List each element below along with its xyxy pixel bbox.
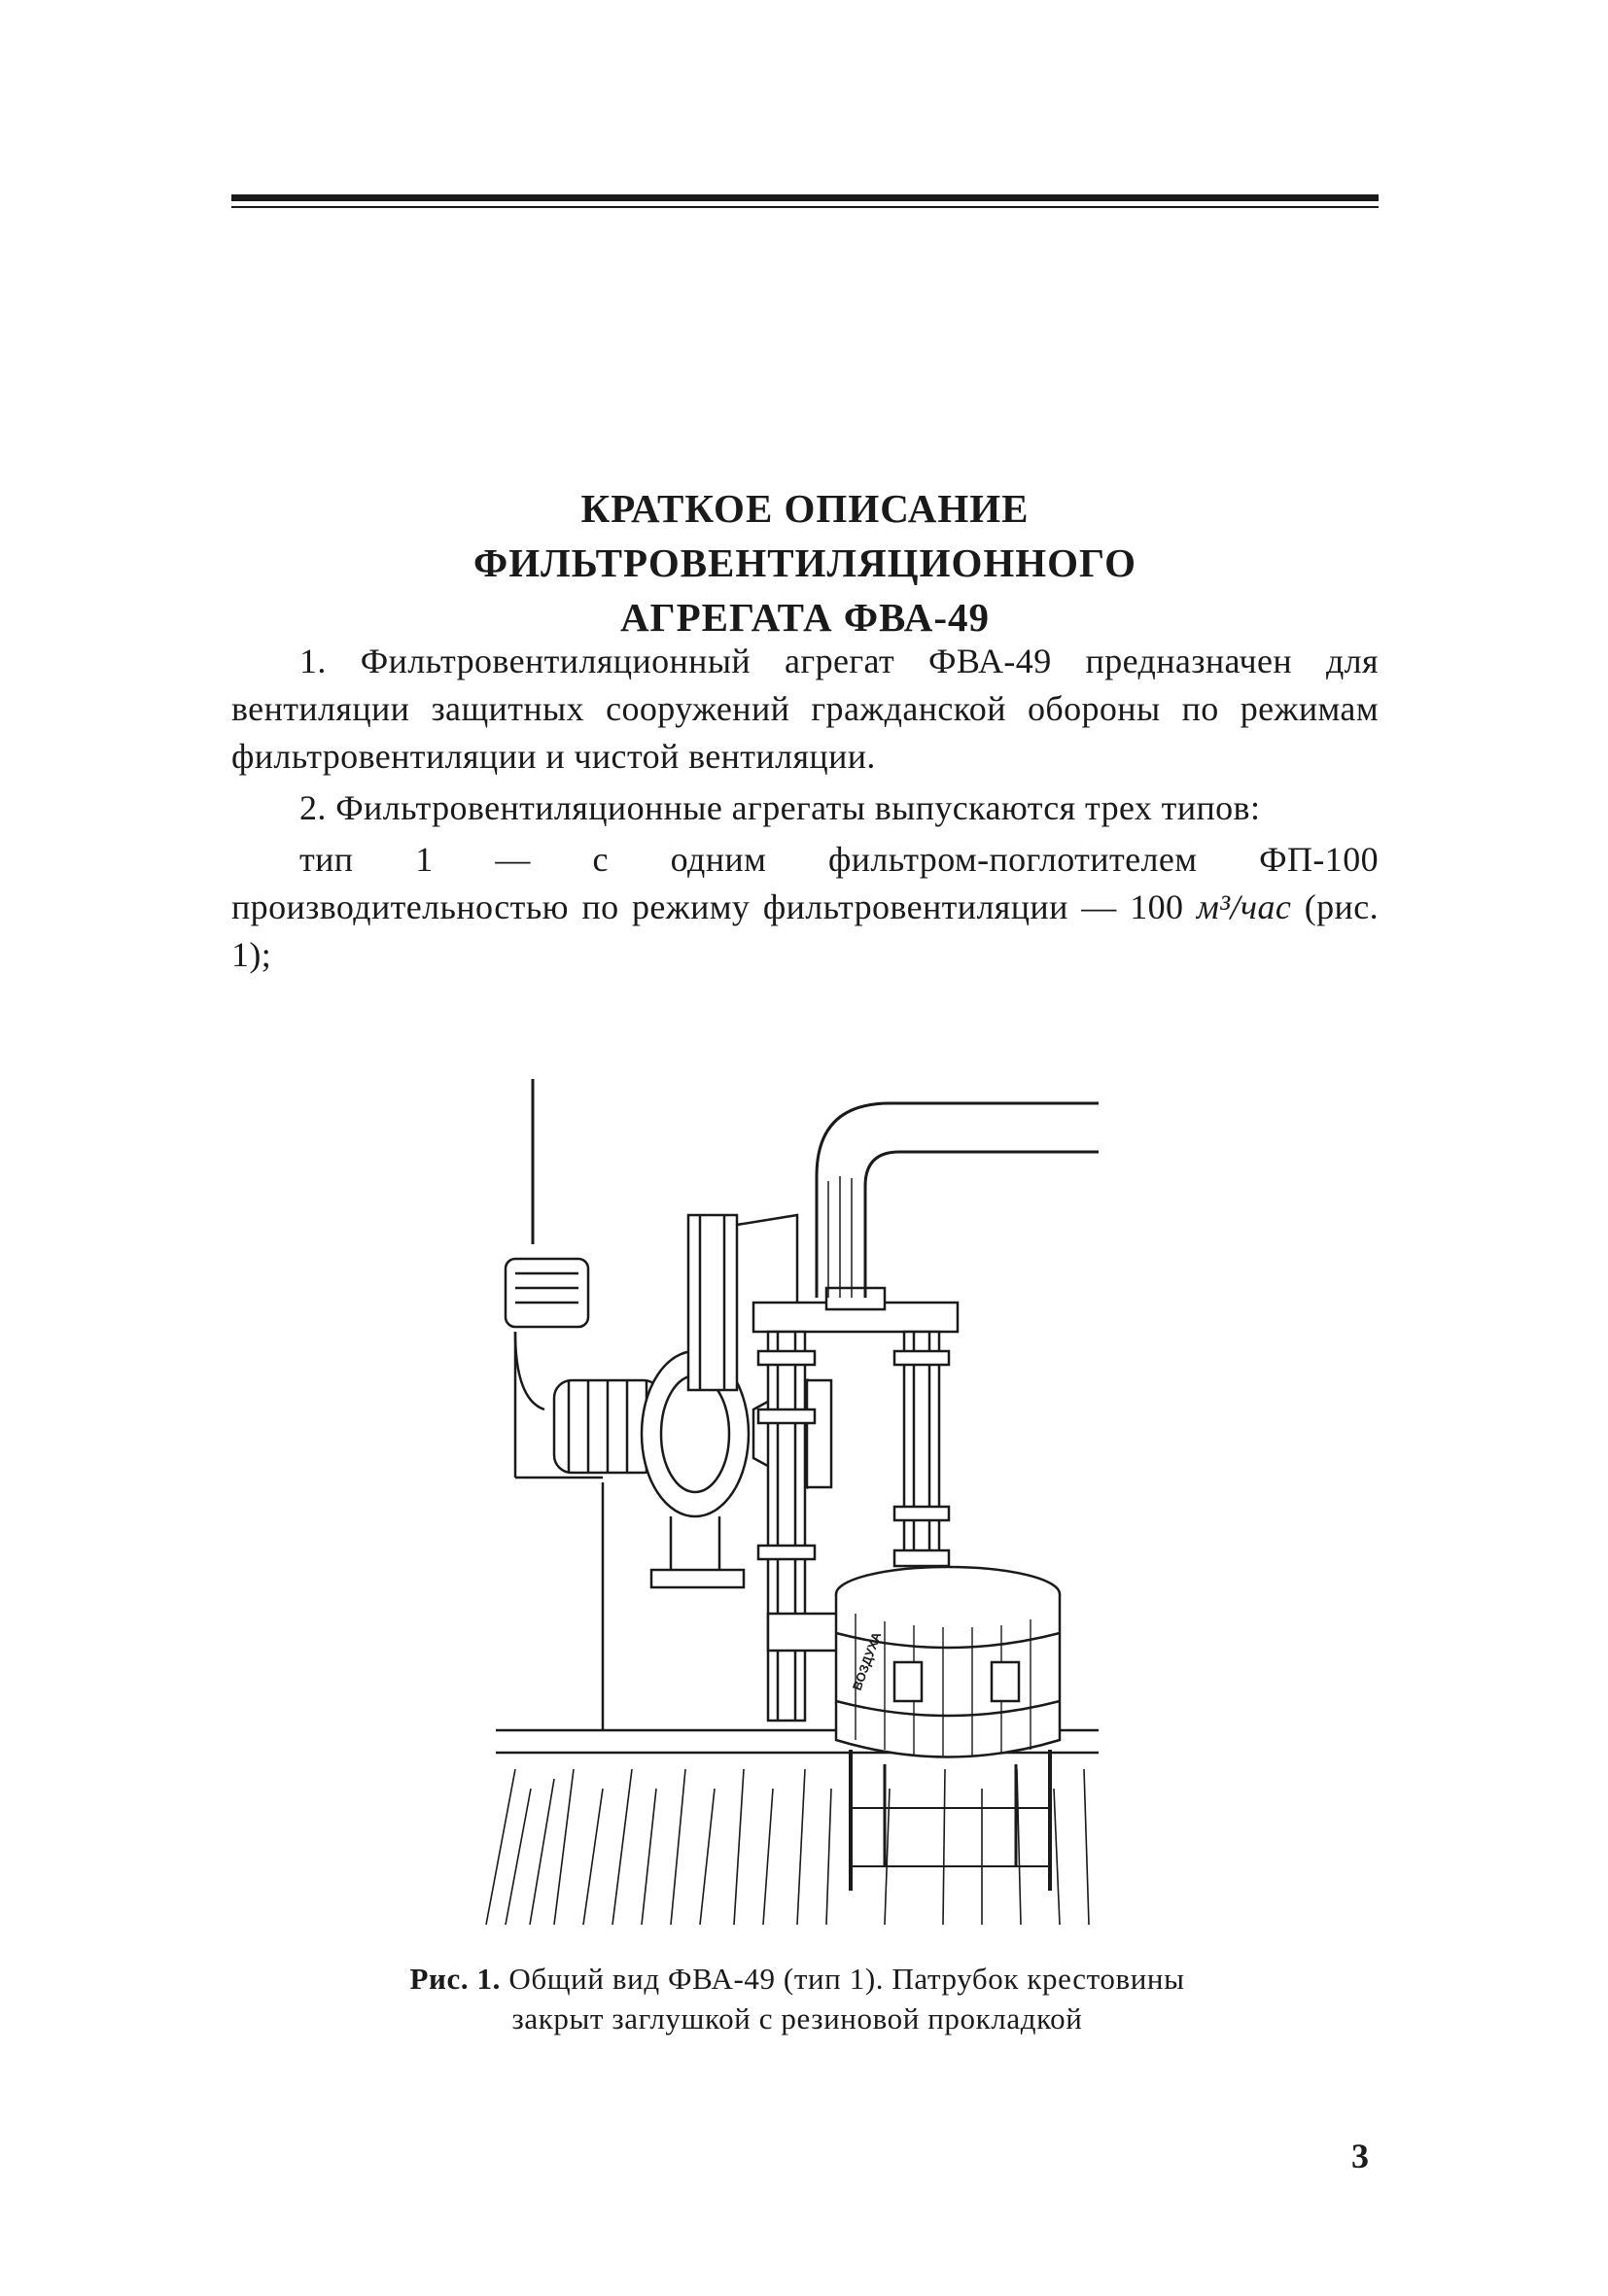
floor-hatching — [486, 1769, 1089, 1925]
fan-base — [651, 1570, 744, 1587]
filter-drum-body — [836, 1594, 1060, 1757]
paragraph-3-tail: (рис. 1); — [231, 887, 1379, 974]
title-line-3: АГРЕГАТА ФВА-49 — [619, 595, 991, 640]
page-number: 3 — [1351, 2137, 1369, 2175]
paragraph-3-text: тип 1 — с одним фильтром-поглотителем ФП-100 производительностью по режиму фильтровентиляции — 100 — [231, 840, 1379, 926]
unit-formula: м³/час — [1196, 887, 1292, 926]
drum-label: ВОЗДУХА — [849, 1629, 885, 1693]
title-line-1: КРАТКОЕ ОПИСАНИЕ — [580, 486, 1030, 531]
header-rule-thick — [231, 194, 1379, 201]
figure-caption — [369, 1959, 1225, 2038]
caption-text: Общий вид ФВА-49 (тип 1). Патрубок крестовины закрыт заглушкой с резиновой прокладкой — [500, 1962, 1185, 2035]
body-text — [231, 638, 1379, 979]
exhaust-elbow — [817, 1103, 1099, 1298]
header-rule-thin — [231, 206, 1379, 208]
switch-box — [506, 1259, 588, 1327]
figure-illustration — [476, 1069, 1099, 1925]
riser-pipe-left — [768, 1332, 805, 1721]
paragraph-1: 1. Фильтровентиляционный агрегат ФВА-49 предназначен для вентиляции защитных сооружений гражданской обороны по режимам фильтровентиляции и чистой вентиляции. — [231, 642, 1379, 776]
fva-49-drawing — [476, 1069, 1099, 1925]
caption-lead: Рис. 1. — [409, 1962, 501, 1996]
title-line-2: ФИЛЬТРОВЕНТИЛЯЦИОННОГО — [472, 540, 1136, 585]
paragraph-3 — [231, 836, 1379, 979]
header-rule — [231, 194, 1379, 208]
riser-pipe-right — [904, 1332, 939, 1565]
cable-to-motor — [515, 1332, 544, 1409]
paragraph-2: 2. Фильтровентиляционные агрегаты выпускаются трех типов: — [299, 788, 1261, 827]
inlet-duct — [688, 1215, 737, 1390]
section-title — [231, 481, 1379, 644]
